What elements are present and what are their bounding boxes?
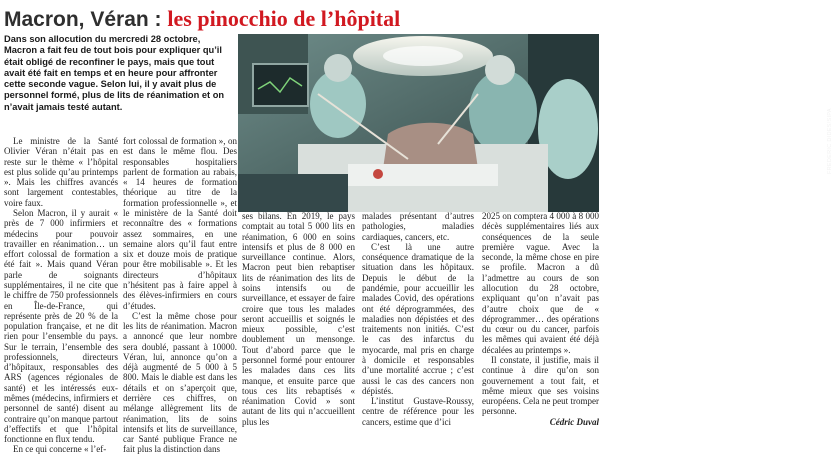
paragraph: Il constate, il justifie, mais il continue à dire qu’on son gouvernement a tout fait, et même mieux que ses voisins européens. Cela ne peut tromper personne. [482, 354, 599, 417]
article-column-4 [362, 211, 474, 427]
headline-names: Macron, Véran : [4, 8, 168, 31]
paragraph: L’institut Gustave-Roussy, centre de référence pour les cancers, estime que d’ici [362, 396, 474, 427]
paragraph: ses bilans. En 2019, le pays comptait au total 5 000 lits en réanimation, 6 000 en soins intensifs et plus de 8 000 en surveillance continue. Alors, Macron peut bien rebaptiser lits de réanimation des lits de soins intensifs ou de surveillance, et essayer de faire croire que tous les malades seront accueillis et soignés le mieux possible, c’est doublement un mensonge. Tout d’abord parce que le personnel formé pour entourer les malades dans ces lits manque, et ensuite parce que tous ces lits rebaptisés « réanimation Covid » sont autant de lits qui n’accueillent plus les [242, 211, 355, 427]
headline [4, 3, 601, 35]
paragraph: En ce qui concerne « l’ef- [13, 444, 107, 455]
hospital-icu-photo [238, 34, 833, 212]
article-column-2 [123, 136, 237, 455]
paragraph: 2025 on comptera 4 000 à 8 000 décès supplémentaires liés aux conséquences de la seule première vague. Avec la seconde, la même chose en pire se profile. Macron a dû l’admettre au cours de son allocution du 28 octobre, expliquant qu’on n’avait pas d’autre choix que de « déprogrammer… des opérations du cœur ou du cancer, parfois les mêmes qui avaient été déjà décalées au printemps ». [482, 211, 599, 355]
paragraph: malades présentant d’autres pathologies, maladies cardiaques, cancers, etc. [362, 211, 474, 242]
author-signature: Cédric Duval [549, 416, 599, 427]
lead-paragraph: Dans son allocution du mercredi 28 octobre, Macron a fait feu de tout bois pour expliquer qu’il était obligé de reconfiner le pays, mais que tout avait été fait en temps et en heure pour affronter cette seconde vague. Selon lui, il y avait plus de personnel formé, plus de lits de réanimation et on n’avait jamais testé autant. [4, 34, 225, 112]
article-column-5 [482, 211, 599, 427]
paragraph: fort colossal de formation », on est dans le même flou. Des responsables hospitaliers parlent de formation au rabais, « 14 heures de formation théorique au titre de la formation professionnelle », et le ministère de la Santé doit reconnaître des « formations assez sommaires, en une semaine alors qu’il faut entre six et douze mois de pratique pour être mobilisable ». Et les directeurs d’hôpitaux n’hésitent pas à faire appel à des élèves-infirmiers en cours d’études. [123, 136, 237, 311]
paragraph: Le ministre de la Santé Olivier Véran n’était pas en reste sur le thème « l’hôpital est plus solide qu’au printemps ». Mais les chiffres avancés sont largement contestables, voire faux. [4, 136, 118, 208]
article-column-1 [4, 136, 118, 455]
article-column-3 [242, 211, 355, 427]
paragraph: C’est là une autre conséquence dramatique de la situation dans les hôpitaux. Depuis le début de la pandémie, pour accueillir les malades Covid, des opérations ont été déprogrammées, des maladies non dépistées et des traitements non initiés. C’est le cas des infarctus du myocarde, mal pris en charge à domicile et responsables d’une mortalité accrue ; c’est aussi le cas des cancers non dépistés. [362, 241, 474, 396]
photo-credit: FREDERIC DIDES/SIPA [827, 108, 833, 174]
paragraph: Selon Macron, il y aurait « près de 7 000 infirmiers et médecins pour pouvoir travailler en réanimation… un effort colossal de formation a été fait ». Mais quand Véran parle de soignants supplémentaires, il ne cite que le chiffre de 750 professionnels en Île-de-France, qui représente près de 20 % de la population française, et ne dit rien pour l’ensemble du pays. Sur le terrain, l’ensemble des professionnels, directeurs d’hôpitaux, responsables des ARS (agences régionales de santé) et les intéressés eux-mêmes (médecins, infirmiers et personnel de santé) disent au contraire qu’on manque partout d’effectifs et que l’hôpital fonctionne en flux tendu. [4, 207, 118, 445]
headline-title: les pinocchio de l’hôpital [167, 6, 401, 31]
paragraph: C’est la même chose pour les lits de réanimation. Macron a annoncé que leur nombre sera doublé, passant à 10000. Véran, lui, annonce qu’on a déjà augmenté de 5 000 à 5 800. Mais le diable est dans les détails et on s’aperçoit que, derrière ces chiffres, on mélange allègrement lits de réanimation, lits de soins intensifs et lits de surveillance, car Santé publique France ne fait plus la distinction dans [123, 310, 237, 455]
